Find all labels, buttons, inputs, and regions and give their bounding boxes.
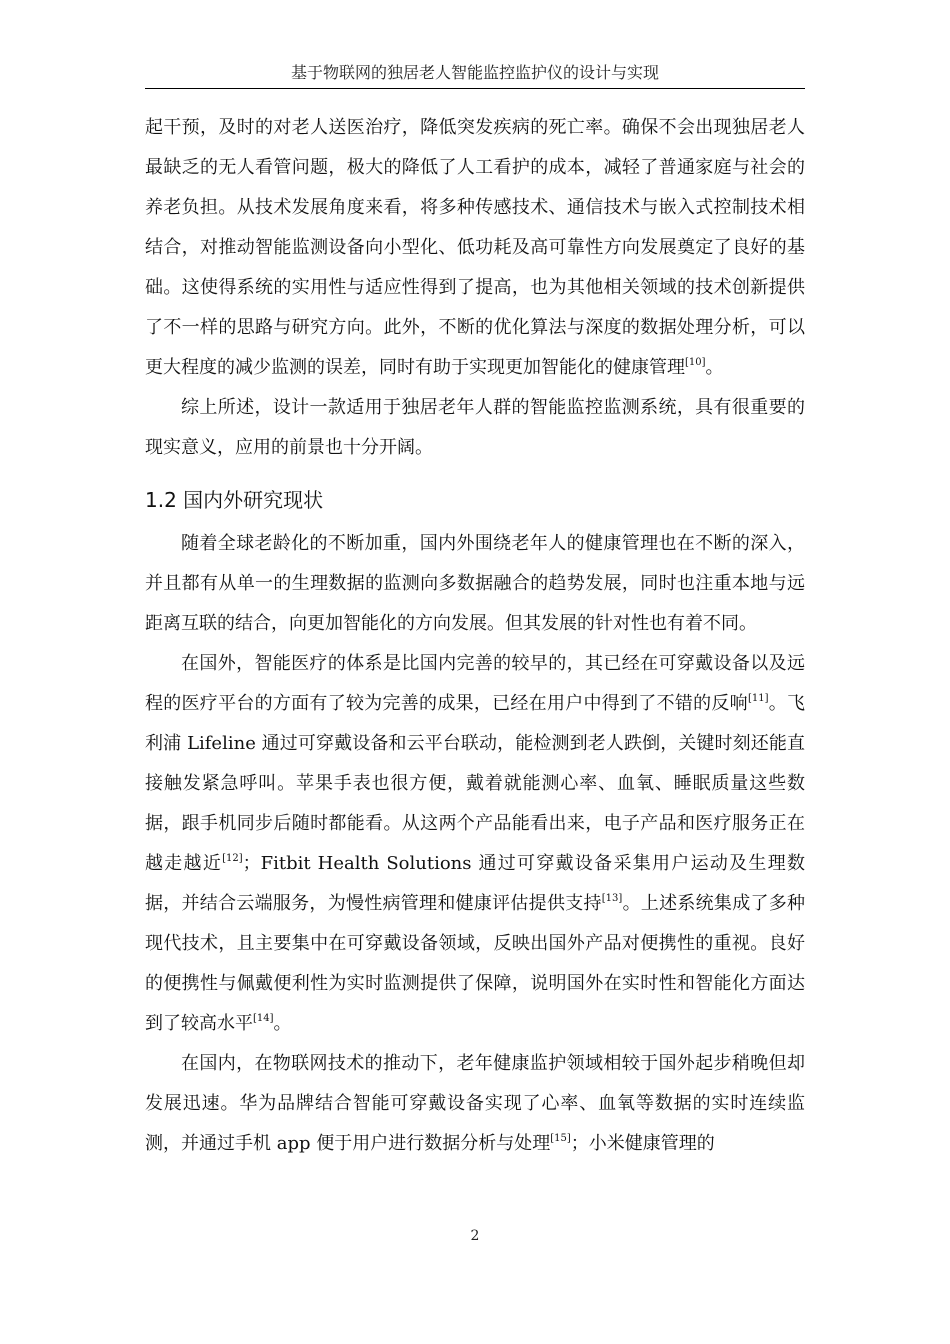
citation-marker: [14] xyxy=(253,1013,274,1024)
text-run: 随着全球老龄化的不断加重，国内外围绕老年人的健康管理也在不断的深入，并且都有从单一的生理数据的监测向多数据融合的趋势发展，同时也注重本地与远距离互联的结合，向更加智能化的方向发展。但其发展的针对性也有着不同。 xyxy=(145,533,805,634)
text-run: 。上述系统集成了多种现代技术，且主要集中在可穿戴设备领域，反映出国外产品对便携性的重视。良好的便携性与佩戴便利性为实时监测提供了保障，说明国外在实时性和智能化方面达到了较高水平 xyxy=(145,893,806,1034)
text-run: 综上所述，设计一款适用于独居老年人群的智能监控监测系统，具有很重要的现实意义，应用的前景也十分开阔。 xyxy=(145,397,805,458)
text-run: 。 xyxy=(273,1013,292,1034)
intro-paragraphs xyxy=(145,108,805,468)
paragraph-p3 xyxy=(145,524,805,644)
paragraph-text xyxy=(706,357,724,378)
paragraph-text xyxy=(274,1013,292,1034)
paragraph-text xyxy=(145,397,805,458)
citation-marker: [11] xyxy=(747,693,769,704)
text-run: 。 xyxy=(705,357,724,378)
paragraph-text xyxy=(145,653,805,714)
text-run: 在国内，在物联网技术的推动下，老年健康监护领域相较于国外起步稍晚但却发展迅速。华为品牌结合智能可穿戴设备实现了心率、血氧等数据的实时连续监测，并通过手机 app 便于用户进行数据分析与处理 xyxy=(145,1053,805,1154)
citation-marker: [15] xyxy=(550,1133,571,1144)
page-body xyxy=(145,108,805,1164)
section-paragraphs xyxy=(145,524,805,1164)
paragraph-text xyxy=(145,893,805,1034)
text-run: 。飞利浦 Lifeline 通过可穿戴设备和云平台联动，能检测到老人跌倒，关键时刻还能直接触发紧急呼叫。苹果手表也很方便，戴着就能测心率、血氧、睡眠质量这些数据，跟手机同步后随时都能看。从这两个产品能看出来，电子产品和医疗服务正在越走越近 xyxy=(145,693,806,874)
text-run: 在国外，智能医疗的体系是比国内完善的较早的，其已经在可穿戴设备以及远程的医疗平台的方面有了较为完善的成果，已经在用户中得到了不错的反响 xyxy=(145,653,805,714)
page-number: 2 xyxy=(470,1228,480,1244)
paragraph-text xyxy=(145,693,805,874)
paragraph-text xyxy=(145,533,805,634)
citation-marker: [10] xyxy=(685,357,706,368)
paragraph-p5 xyxy=(145,1044,805,1164)
citation-marker: [13] xyxy=(601,893,623,904)
paragraph-p1 xyxy=(145,108,805,388)
running-header-title: 基于物联网的独居老人智能监控监护仪的设计与实现 xyxy=(290,63,659,82)
paragraph-p4 xyxy=(145,644,805,1044)
running-header xyxy=(145,60,805,89)
paragraph-p2 xyxy=(145,388,805,468)
citation-marker: [12] xyxy=(222,853,243,864)
section-heading: 1.2 国内外研究现状 xyxy=(145,488,324,512)
text-run: ；Fitbit Health Solutions 通过可穿戴设备采集用户运动及生理数据，并结合云端服务，为慢性病管理和健康评估提供支持 xyxy=(145,853,805,914)
text-run: ；小米健康管理的 xyxy=(570,1133,715,1154)
paragraph-text xyxy=(571,1133,715,1154)
text-run: 起干预，及时的对老人送医治疗，降低突发疾病的死亡率。确保不会出现独居老人最缺乏的无人看管问题，极大的降低了人工看护的成本，减轻了普通家庭与社会的养老负担。从技术发展角度来看，将多种传感技术、通信技术与嵌入式控制技术相结合，对推动智能监测设备向小型化、低功耗及高可靠性方向发展奠定了良好的基础。这使得系统的实用性与适应性得到了提高，也为其他相关领域的技术创新提供了不一样的思路与研究方向。此外，不断的优化算法与深度的数据处理分析，可以更大程度的减少监测的误差，同时有助于实现更加智能化的健康管理 xyxy=(145,117,805,378)
paragraph-text xyxy=(145,117,805,378)
